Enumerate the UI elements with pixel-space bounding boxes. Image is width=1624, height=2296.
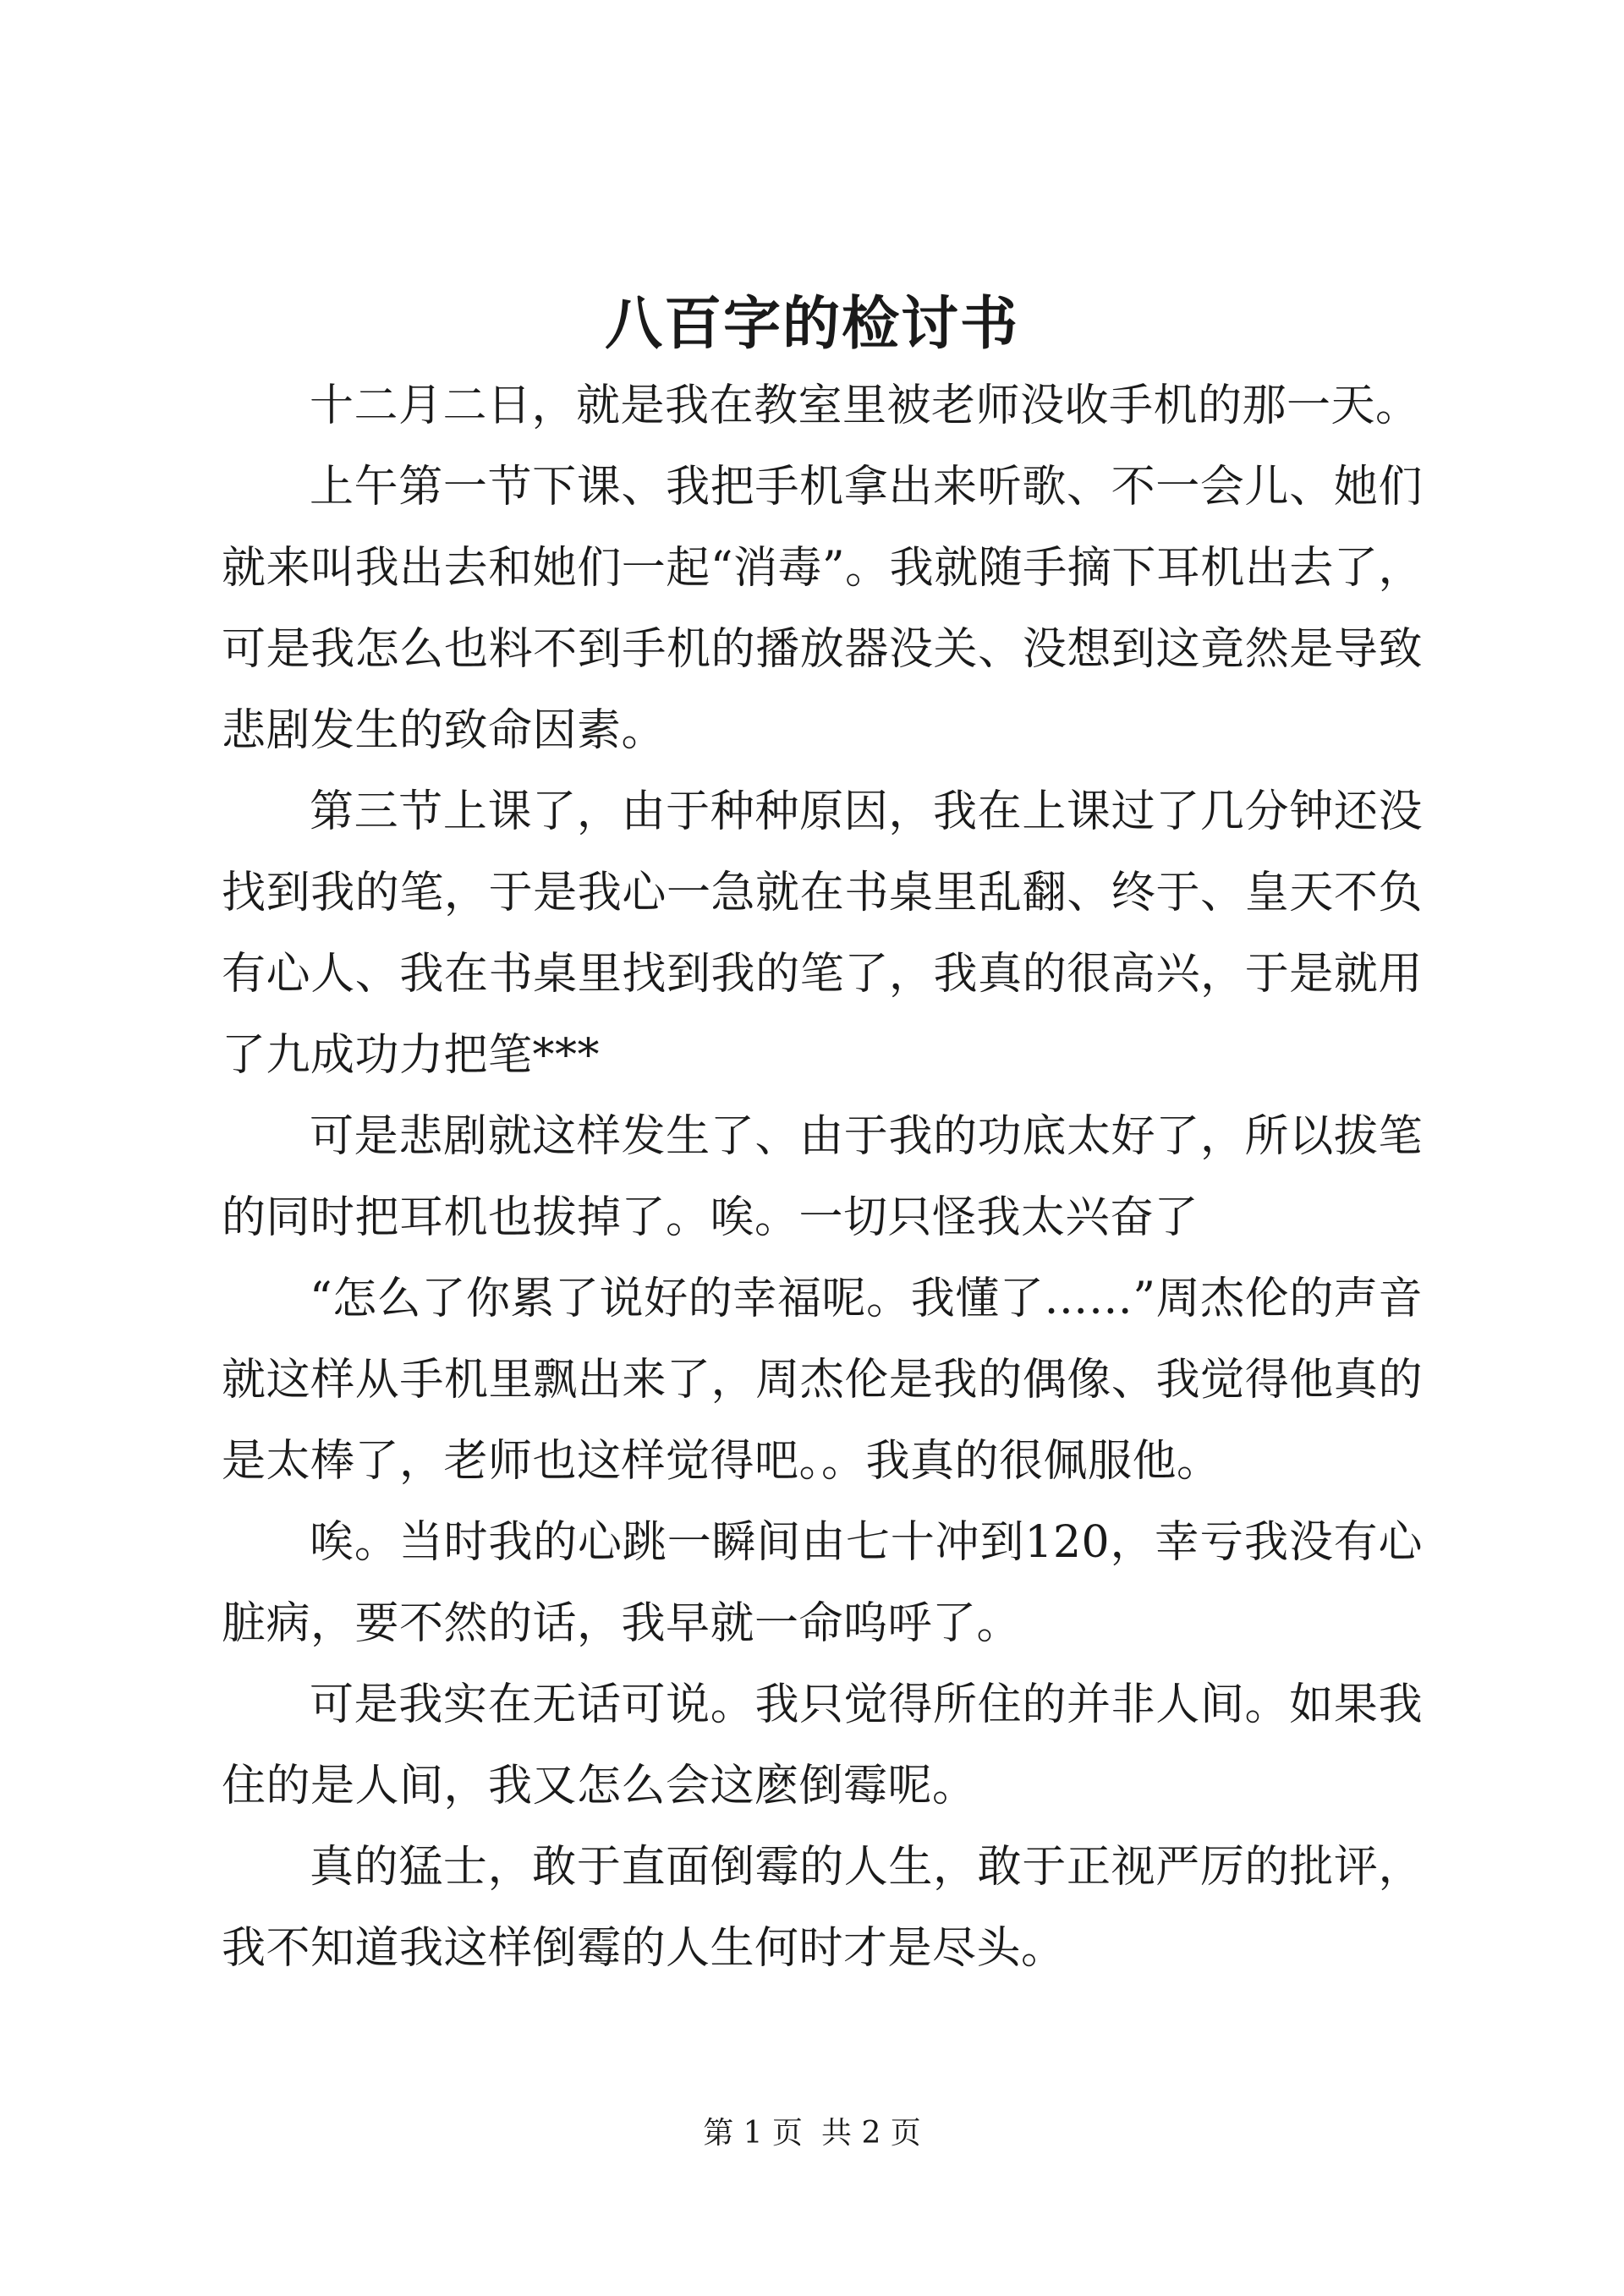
paragraph-3: 第三节上课了，由于种种原因，我在上课过了几分钟还没找到我的笔，于是我心一急就在书桌里乱翻、终于、皇天不负有心人、我在书桌里找到我的笔了，我真的很高兴，于是就用了九成功力把笔*** <box>222 786 1423 1081</box>
paragraph-5: “怎么了你累了说好的幸福呢。我懂了……”周杰伦的声音就这样从手机里飘出来了，周杰伦是我的偶像、我觉得他真的是太棒了，老师也这样觉得吧。。我真的很佩服他。 <box>222 1274 1423 1487</box>
paragraph-2: 上午第一节下课、我把手机拿出来听歌、不一会儿、她们就来叫我出去和她们一起“消毒”。我就随手摘下耳机出去了，可是我怎么也料不到手机的播放器没关、没想到这竟然是导致悲剧发生的致命因素。 <box>222 462 1423 756</box>
page-number: 第 1 页 <box>703 2116 803 2151</box>
paragraph-8: 真的猛士，敢于直面倒霉的人生，敢于正视严厉的批评，我不知道我这样倒霉的人生何时才是尽头。 <box>222 1842 1423 1974</box>
page-footer <box>0 2112 1624 2155</box>
paragraph-1: 十二月二日，就是我在教室里被老师没收手机的那一天。 <box>310 381 1420 431</box>
document-body <box>222 365 1423 1989</box>
page-total: 共 2 页 <box>821 2116 921 2151</box>
paragraph-7: 可是我实在无话可说。我只觉得所住的并非人间。如果我住的是人间，我又怎么会这麽倒霉呢。 <box>222 1680 1423 1811</box>
paragraph-6: 唉。当时我的心跳一瞬间由七十冲到120，幸亏我没有心脏病，要不然的话，我早就一命呜呼了。 <box>222 1517 1423 1649</box>
paragraph-4: 可是悲剧就这样发生了、由于我的功底太好了，所以拔笔的同时把耳机也拔掉了。唉。一切只怪我太兴奋了 <box>222 1111 1423 1243</box>
document-title: 八百字的检讨书 <box>604 290 1019 358</box>
